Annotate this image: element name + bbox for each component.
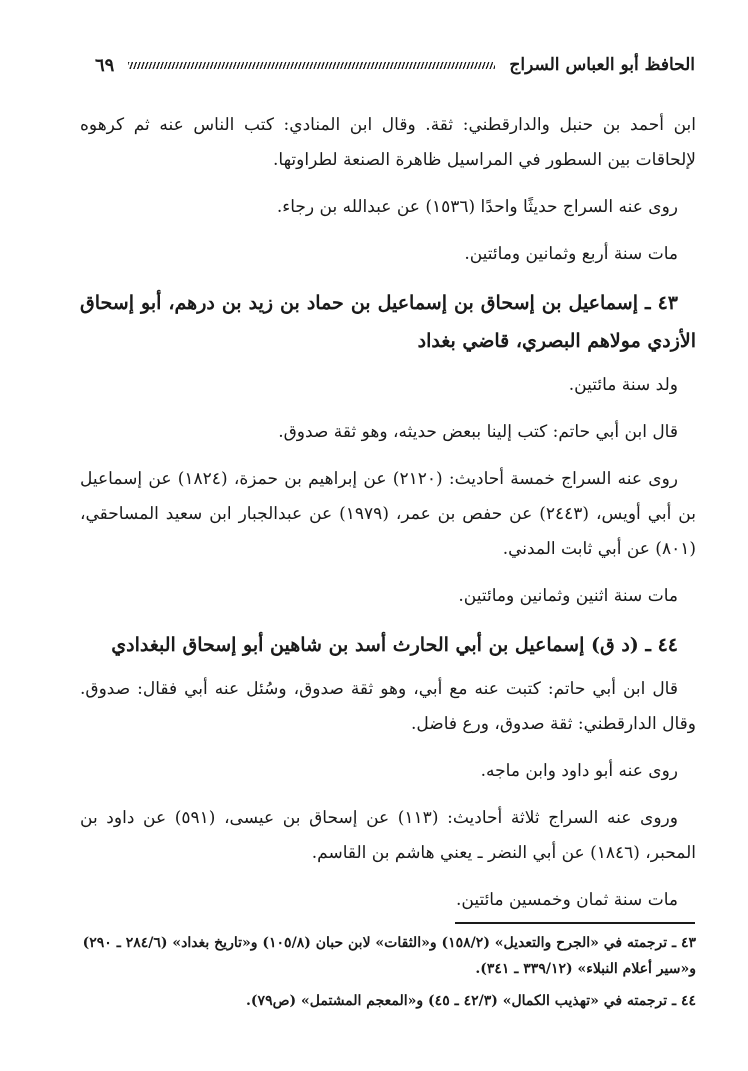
entry-heading-44: ٤٤ ـ (د ق) إسماعيل بن أبي الحارث أسد بن شاهين أبو إسحاق البغدادي bbox=[111, 634, 678, 656]
paragraph: ولد سنة مائتين. bbox=[568, 375, 678, 395]
entry-heading-43: ٤٣ ـ إسماعيل بن إسحاق بن إسماعيل بن حماد بن زيد بن درهم، أبو إسحاق الأزدي مولاهم البصري، قاضي بغداد bbox=[80, 292, 696, 352]
page-header bbox=[95, 50, 695, 80]
paragraph: ابن أحمد بن حنبل والدارقطني: ثقة. وقال ابن المنادي: كتب الناس عنه ثم كرهوه لإلحاقات بين السطور في المراسيل ظاهرة الصنعة لطراوتها. bbox=[80, 115, 696, 170]
footnote-43: ٤٣ ـ ترجمته في «الجرح والتعديل» (١٥٨/٢) و«الثقات» لابن حبان (١٠٥/٨) و«تاريخ بغداد» (٢٨٤/٦ ـ ٢٩٠) و«سير أعلام النبلاء» (٣٣٩/١٢ ـ ٣٤١). bbox=[82, 935, 696, 977]
paragraph: قال ابن أبي حاتم: كتب إلينا ببعض حديثه، وهو ثقة صدوق. bbox=[278, 422, 678, 442]
paragraph: روى عنه السراج حديثًا واحدًا (١٥٣٦) عن عبدالله بن رجاء. bbox=[276, 197, 678, 217]
footnote-44: ٤٤ ـ ترجمته في «تهذيب الكمال» (٤٢/٣ ـ ٤٥) و«المعجم المشتمل» (ص٧٩). bbox=[246, 993, 696, 1009]
page-number: ٦٩ bbox=[95, 54, 115, 76]
running-title: الحافظ أبو العباس السراج bbox=[509, 55, 695, 75]
paragraph: مات سنة ثمان وخمسين مائتين. bbox=[455, 890, 678, 910]
header-hatch-rule bbox=[128, 62, 495, 69]
paragraph: مات سنة اثنين وثمانين ومائتين. bbox=[458, 586, 678, 606]
footnotes bbox=[80, 930, 696, 1020]
paragraph: قال ابن أبي حاتم: كتبت عنه مع أبي، وهو ثقة صدوق، وسُئل عنه أبي فقال: صدوق. وقال الدارقطني: ثقة صدوق، ورع فاضل. bbox=[80, 679, 696, 734]
paragraph: روى عنه أبو داود وابن ماجه. bbox=[480, 761, 678, 781]
main-text bbox=[80, 108, 696, 930]
paragraph: وروى عنه السراج ثلاثة أحاديث: (١١٣) عن إسحاق بن عيسى، (٥٩١) عن داود بن المحبر، (١٨٤٦) عن أبي النضر ـ يعني هاشم بن القاسم. bbox=[80, 808, 696, 863]
paragraph: روى عنه السراج خمسة أحاديث: (٢١٢٠) عن إبراهيم بن حمزة، (١٨٢٤) عن إسماعيل بن أبي أويس، (٢٤٤٣) عن حفص بن عمر، (١٩٧٩) عن عبدالجبار ابن سعيد المساحقي، (٨٠١) عن أبي ثابت المدني. bbox=[80, 469, 696, 559]
paragraph: مات سنة أربع وثمانين ومائتين. bbox=[464, 244, 678, 264]
footnote-separator bbox=[455, 922, 695, 924]
